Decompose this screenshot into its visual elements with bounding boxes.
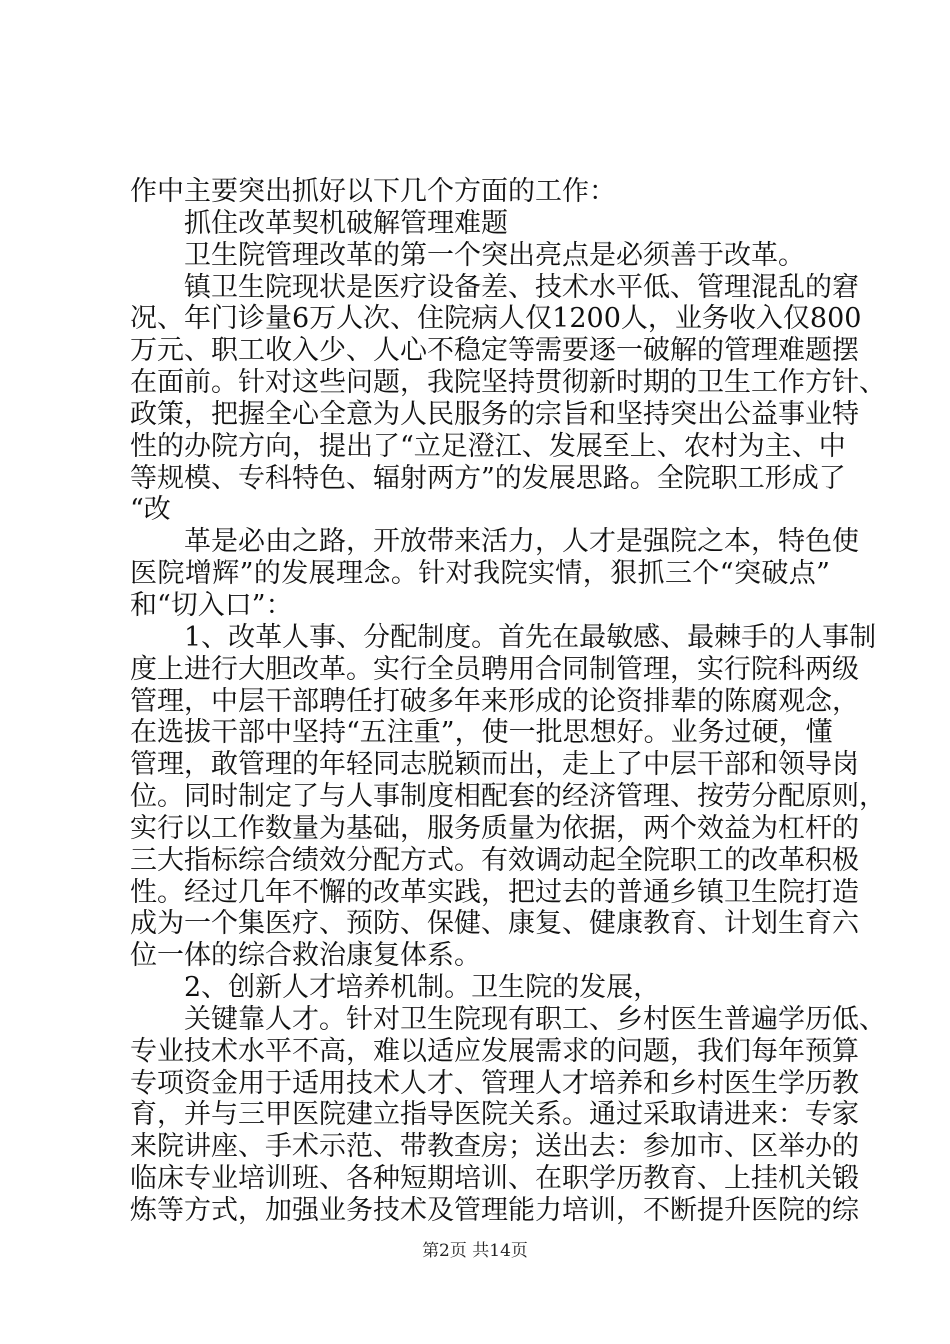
paragraph-line: 性。经过几年不懈的改革实践，把过去的普通乡镇卫生院打造 — [130, 876, 859, 908]
paragraph-line: 万元、职工收入少、人心不稳定等需要逐一破解的管理难题摆 — [130, 335, 859, 367]
paragraph-line: 和“切入口”： — [130, 589, 293, 621]
paragraph-line: 位。同时制定了与人事制度相配套的经济管理、按劳分配原则， — [130, 781, 886, 813]
paragraph-line: 专业技术水平不高，难以适应发展需求的问题，我们每年预算 — [130, 1035, 859, 1067]
paragraph-line: 革是必由之路，开放带来活力，人才是强院之本，特色使 — [130, 526, 859, 558]
paragraph-line: 政策，把握全心全意为人民服务的宗旨和坚持突出公益事业特 — [130, 398, 859, 430]
paragraph-line: 实行以工作数量为基础，服务质量为依据，两个效益为杠杆的 — [130, 812, 859, 844]
paragraph-line: 临床专业培训班、各种短期培训、在职学历教育、上挂机关锻 — [130, 1163, 859, 1195]
paragraph-line: 况、年门诊量6万人次、住院病人仅1200人，业务收入仅800 — [130, 303, 862, 335]
paragraph-line: 2、创新人才培养机制。卫生院的发展， — [130, 972, 661, 1004]
paragraph-line: 位一体的综合救治康复体系。 — [130, 940, 481, 972]
paragraph-line: 炼等方式，加强业务技术及管理能力培训，不断提升医院的综 — [130, 1195, 859, 1226]
paragraph-line: 管理，中层干部聘任打破多年来形成的论资排辈的陈腐观念， — [130, 685, 859, 717]
paragraph-line: 卫生院管理改革的第一个突出亮点是必须善于改革。 — [130, 239, 805, 271]
paragraph-line: 成为一个集医疗、预防、保健、康复、健康教育、计划生育六 — [130, 908, 859, 940]
paragraph-line: 在选拔干部中坚持“五注重”，使一批思想好。业务过硬，懂 — [130, 717, 833, 749]
paragraph-line: 育，并与三甲医院建立指导医院关系。通过采取请进来：专家 — [130, 1099, 859, 1131]
paragraph-line: 关键靠人才。针对卫生院现有职工、乡村医生普遍学历低、 — [130, 1003, 886, 1035]
paragraph-line: 来院讲座、手术示范、带教查房；送出去：参加市、区举办的 — [130, 1131, 859, 1163]
paragraph-line: 在面前。针对这些问题，我院坚持贯彻新时期的卫生工作方针、 — [130, 367, 886, 399]
paragraph-line: 专项资金用于适用技术人才、管理人才培养和乡村医生学历教 — [130, 1067, 859, 1099]
paragraph-line: “改 — [130, 494, 171, 526]
paragraph-line: 镇卫生院现状是医疗设备差、技术水平低、管理混乱的窘 — [130, 271, 859, 303]
paragraph-line: 性的办院方向，提出了“立足澄江、发展至上、农村为主、中 — [130, 430, 846, 462]
paragraph-line: 度上进行大胆改革。实行全员聘用合同制管理，实行院科两级 — [130, 653, 859, 685]
section-heading: 抓住改革契机破解管理难题 — [130, 207, 508, 239]
paragraph-line: 三大指标综合绩效分配方式。有效调动起全院职工的改革积极 — [130, 844, 859, 876]
page-number-footer: 第2页 共14页 — [422, 1241, 528, 1261]
paragraph-line: 医院增辉”的发展理念。针对我院实情，狠抓三个“突破点” — [130, 558, 830, 590]
paragraph-line: 1、改革人事、分配制度。首先在最敏感、最棘手的人事制 — [130, 621, 877, 653]
paragraph-line: 作中主要突出抓好以下几个方面的工作： — [130, 176, 616, 207]
paragraph-line: 等规模、专科特色、辐射两方”的发展思路。全院职工形成了 — [130, 462, 846, 494]
paragraph-line: 管理，敢管理的年轻同志脱颖而出，走上了中层干部和领导岗 — [130, 749, 859, 781]
